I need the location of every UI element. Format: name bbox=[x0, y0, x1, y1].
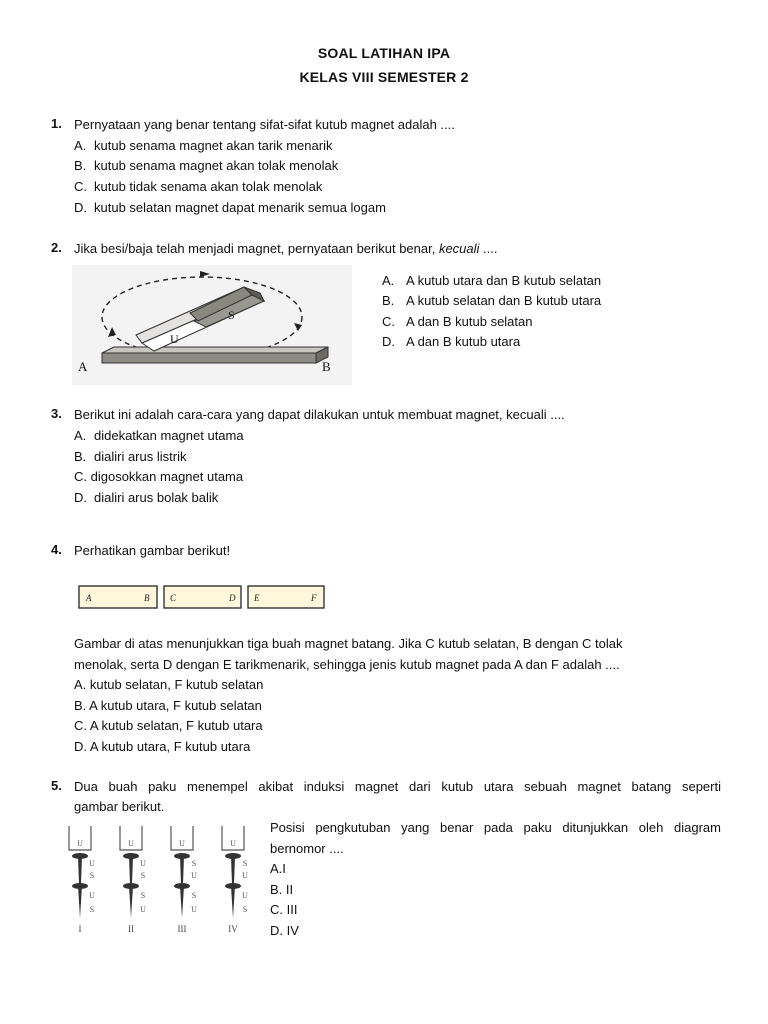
q4-option-a[interactable]: A. kutub selatan, F kutub selatan bbox=[74, 677, 264, 692]
nail-pole-label: S bbox=[89, 905, 95, 914]
q2-text-italic: kecuali bbox=[438, 241, 480, 256]
option-letter: C. bbox=[382, 314, 395, 329]
option-text: dialiri arus listrik bbox=[94, 449, 187, 464]
q2-text bbox=[74, 240, 497, 258]
nail-pole-label: S bbox=[191, 859, 197, 868]
nail-shaft bbox=[78, 886, 82, 918]
nail-shaft bbox=[180, 856, 184, 884]
option-letter: D. bbox=[74, 200, 87, 215]
q1-option-a[interactable] bbox=[74, 137, 332, 155]
q2-label-u: U bbox=[170, 332, 179, 346]
magnet-pole-label: U bbox=[128, 839, 134, 848]
q2-label-b: B bbox=[322, 359, 331, 374]
q3-text: Berikut ini adalah cara-cara yang dapat dilakukan untuk membuat magnet, kecuali .... bbox=[74, 407, 565, 422]
option-text: A kutub selatan dan B kutub utara bbox=[406, 293, 602, 308]
q5-option-c[interactable]: C. III bbox=[270, 902, 298, 917]
q3-option-c[interactable] bbox=[74, 468, 243, 486]
magnet-pole-d: D bbox=[229, 593, 236, 603]
q2-number: 2. bbox=[51, 240, 62, 255]
q1-option-d[interactable] bbox=[74, 199, 386, 217]
nail-pole-label: U bbox=[191, 871, 197, 880]
option-letter: B. bbox=[74, 158, 87, 173]
q2-option-d[interactable] bbox=[382, 333, 520, 351]
q2-option-a[interactable] bbox=[382, 272, 601, 290]
magnet-pole-a: A bbox=[86, 593, 92, 603]
magnet-pole-c: C bbox=[170, 593, 177, 603]
option-text: didekatkan magnet utama bbox=[94, 428, 244, 443]
q1-number: 1. bbox=[51, 116, 62, 131]
q3-option-d[interactable] bbox=[74, 489, 218, 507]
q2-magnet-diagram bbox=[72, 265, 352, 388]
q2-text-main: Jika besi/baja telah menjadi magnet, pernyataan berikut benar, bbox=[74, 241, 439, 256]
nail-shaft bbox=[231, 886, 235, 918]
q1-option-c[interactable] bbox=[74, 178, 322, 196]
option-text: kutub senama magnet akan tarik menarik bbox=[94, 138, 333, 153]
nail-shaft bbox=[129, 886, 133, 918]
nail-pole-label: U bbox=[140, 905, 146, 914]
q5-side-line2: bernomor .... bbox=[270, 841, 344, 856]
q3-option-a[interactable] bbox=[74, 427, 244, 445]
q1-text: Pernyataan yang benar tentang sifat-sifat kutub magnet adalah .... bbox=[74, 117, 455, 132]
nail-pole-label: S bbox=[140, 891, 146, 900]
nail-shaft bbox=[180, 886, 184, 918]
q3-option-b[interactable] bbox=[74, 448, 186, 466]
nail-pole-label: S bbox=[242, 859, 248, 868]
nail-pole-label: S bbox=[89, 871, 95, 880]
q4-number: 4. bbox=[51, 542, 62, 557]
option-letter: A. bbox=[74, 138, 87, 153]
option-letter: A. bbox=[74, 428, 87, 443]
q5-text-line1: Dua buah paku menempel akibat induksi magnet dari kutub utara sebuah magnet batang seperti bbox=[74, 779, 721, 794]
nail-shaft bbox=[78, 856, 82, 884]
option-text: kutub senama magnet akan tolak menolak bbox=[94, 158, 339, 173]
magnet-pole-b: B bbox=[144, 593, 150, 603]
option-letter: C. bbox=[74, 179, 87, 194]
option-text: A dan B kutub selatan bbox=[406, 314, 533, 329]
option-text: dialiri arus bolak balik bbox=[94, 490, 219, 505]
nail-pole-label: S bbox=[140, 871, 146, 880]
option-letter: B. bbox=[382, 293, 395, 308]
magnet-pole-label: U bbox=[230, 839, 236, 848]
q5-number: 5. bbox=[51, 778, 62, 793]
option-text: A kutub utara dan B kutub selatan bbox=[406, 273, 602, 288]
q4-text: Perhatikan gambar berikut! bbox=[74, 543, 231, 558]
q5-text-line2: gambar berikut. bbox=[74, 799, 165, 814]
q1-option-b[interactable] bbox=[74, 157, 338, 175]
nail-pole-label: U bbox=[242, 871, 248, 880]
magnet-pole-f: F bbox=[311, 593, 317, 603]
q2-option-c[interactable] bbox=[382, 313, 532, 331]
option-text: A dan B kutub utara bbox=[406, 334, 521, 349]
diagram-number-label: II bbox=[128, 924, 134, 934]
q2-text-end: .... bbox=[479, 241, 498, 256]
nail-shaft bbox=[231, 856, 235, 884]
q4-option-d[interactable]: D. A kutub utara, F kutub utara bbox=[74, 739, 251, 754]
option-letter: D. bbox=[382, 334, 395, 349]
option-text: digosokkan magnet utama bbox=[90, 469, 244, 484]
magnet-pole-label: U bbox=[77, 839, 83, 848]
q5-option-a[interactable]: A.I bbox=[270, 861, 286, 876]
q4-bar-magnets bbox=[78, 585, 328, 614]
page-subtitle: KELAS VIII SEMESTER 2 bbox=[299, 69, 469, 85]
nail-pole-label: S bbox=[191, 891, 197, 900]
q4-option-c[interactable]: C. A kutub selatan, F kutub utara bbox=[74, 718, 263, 733]
q2-label-a: A bbox=[78, 359, 88, 374]
option-letter: A. bbox=[382, 273, 395, 288]
nail-shaft bbox=[129, 856, 133, 884]
diagram-number-label: IV bbox=[228, 924, 238, 934]
q5-nail-diagrams bbox=[58, 826, 258, 939]
option-letter: D. bbox=[74, 490, 87, 505]
nail-pole-label: U bbox=[89, 891, 95, 900]
page-title: SOAL LATIHAN IPA bbox=[317, 45, 451, 61]
magnet-pole-e: E bbox=[254, 593, 260, 603]
q2-option-b[interactable] bbox=[382, 292, 601, 310]
nail-pole-label: U bbox=[89, 859, 95, 868]
q3-number: 3. bbox=[51, 406, 62, 421]
nail-pole-label: U bbox=[242, 891, 248, 900]
q4-paragraph-line2: menolak, serta D dengan E tarikmenarik, sehingga jenis kutub magnet pada A dan F adalah .... bbox=[74, 657, 620, 672]
option-letter: B. bbox=[74, 449, 87, 464]
diagram-number-label: III bbox=[177, 924, 187, 934]
nail-pole-label: S bbox=[242, 905, 248, 914]
nail-pole-label: U bbox=[140, 859, 146, 868]
option-text: kutub selatan magnet dapat menarik semua logam bbox=[94, 200, 386, 215]
option-text: kutub tidak senama akan tolak menolak bbox=[94, 179, 323, 194]
q5-side-line1: Posisi pengkutuban yang benar pada paku ditunjukkan oleh diagram bbox=[270, 820, 721, 835]
q2-label-s: S bbox=[228, 308, 235, 322]
q5-option-d[interactable]: D. IV bbox=[270, 923, 299, 938]
nail-pole-label: U bbox=[191, 905, 197, 914]
q4-option-b[interactable]: B. A kutub utara, F kutub selatan bbox=[74, 698, 262, 713]
magnet-pole-label: U bbox=[179, 839, 185, 848]
q5-option-b[interactable]: B. II bbox=[270, 882, 294, 897]
diagram-number-label: I bbox=[78, 924, 82, 934]
option-letter: C. bbox=[74, 469, 87, 484]
q4-paragraph-line1: Gambar di atas menunjukkan tiga buah magnet batang. Jika C kutub selatan, B dengan C tolak bbox=[74, 636, 623, 651]
